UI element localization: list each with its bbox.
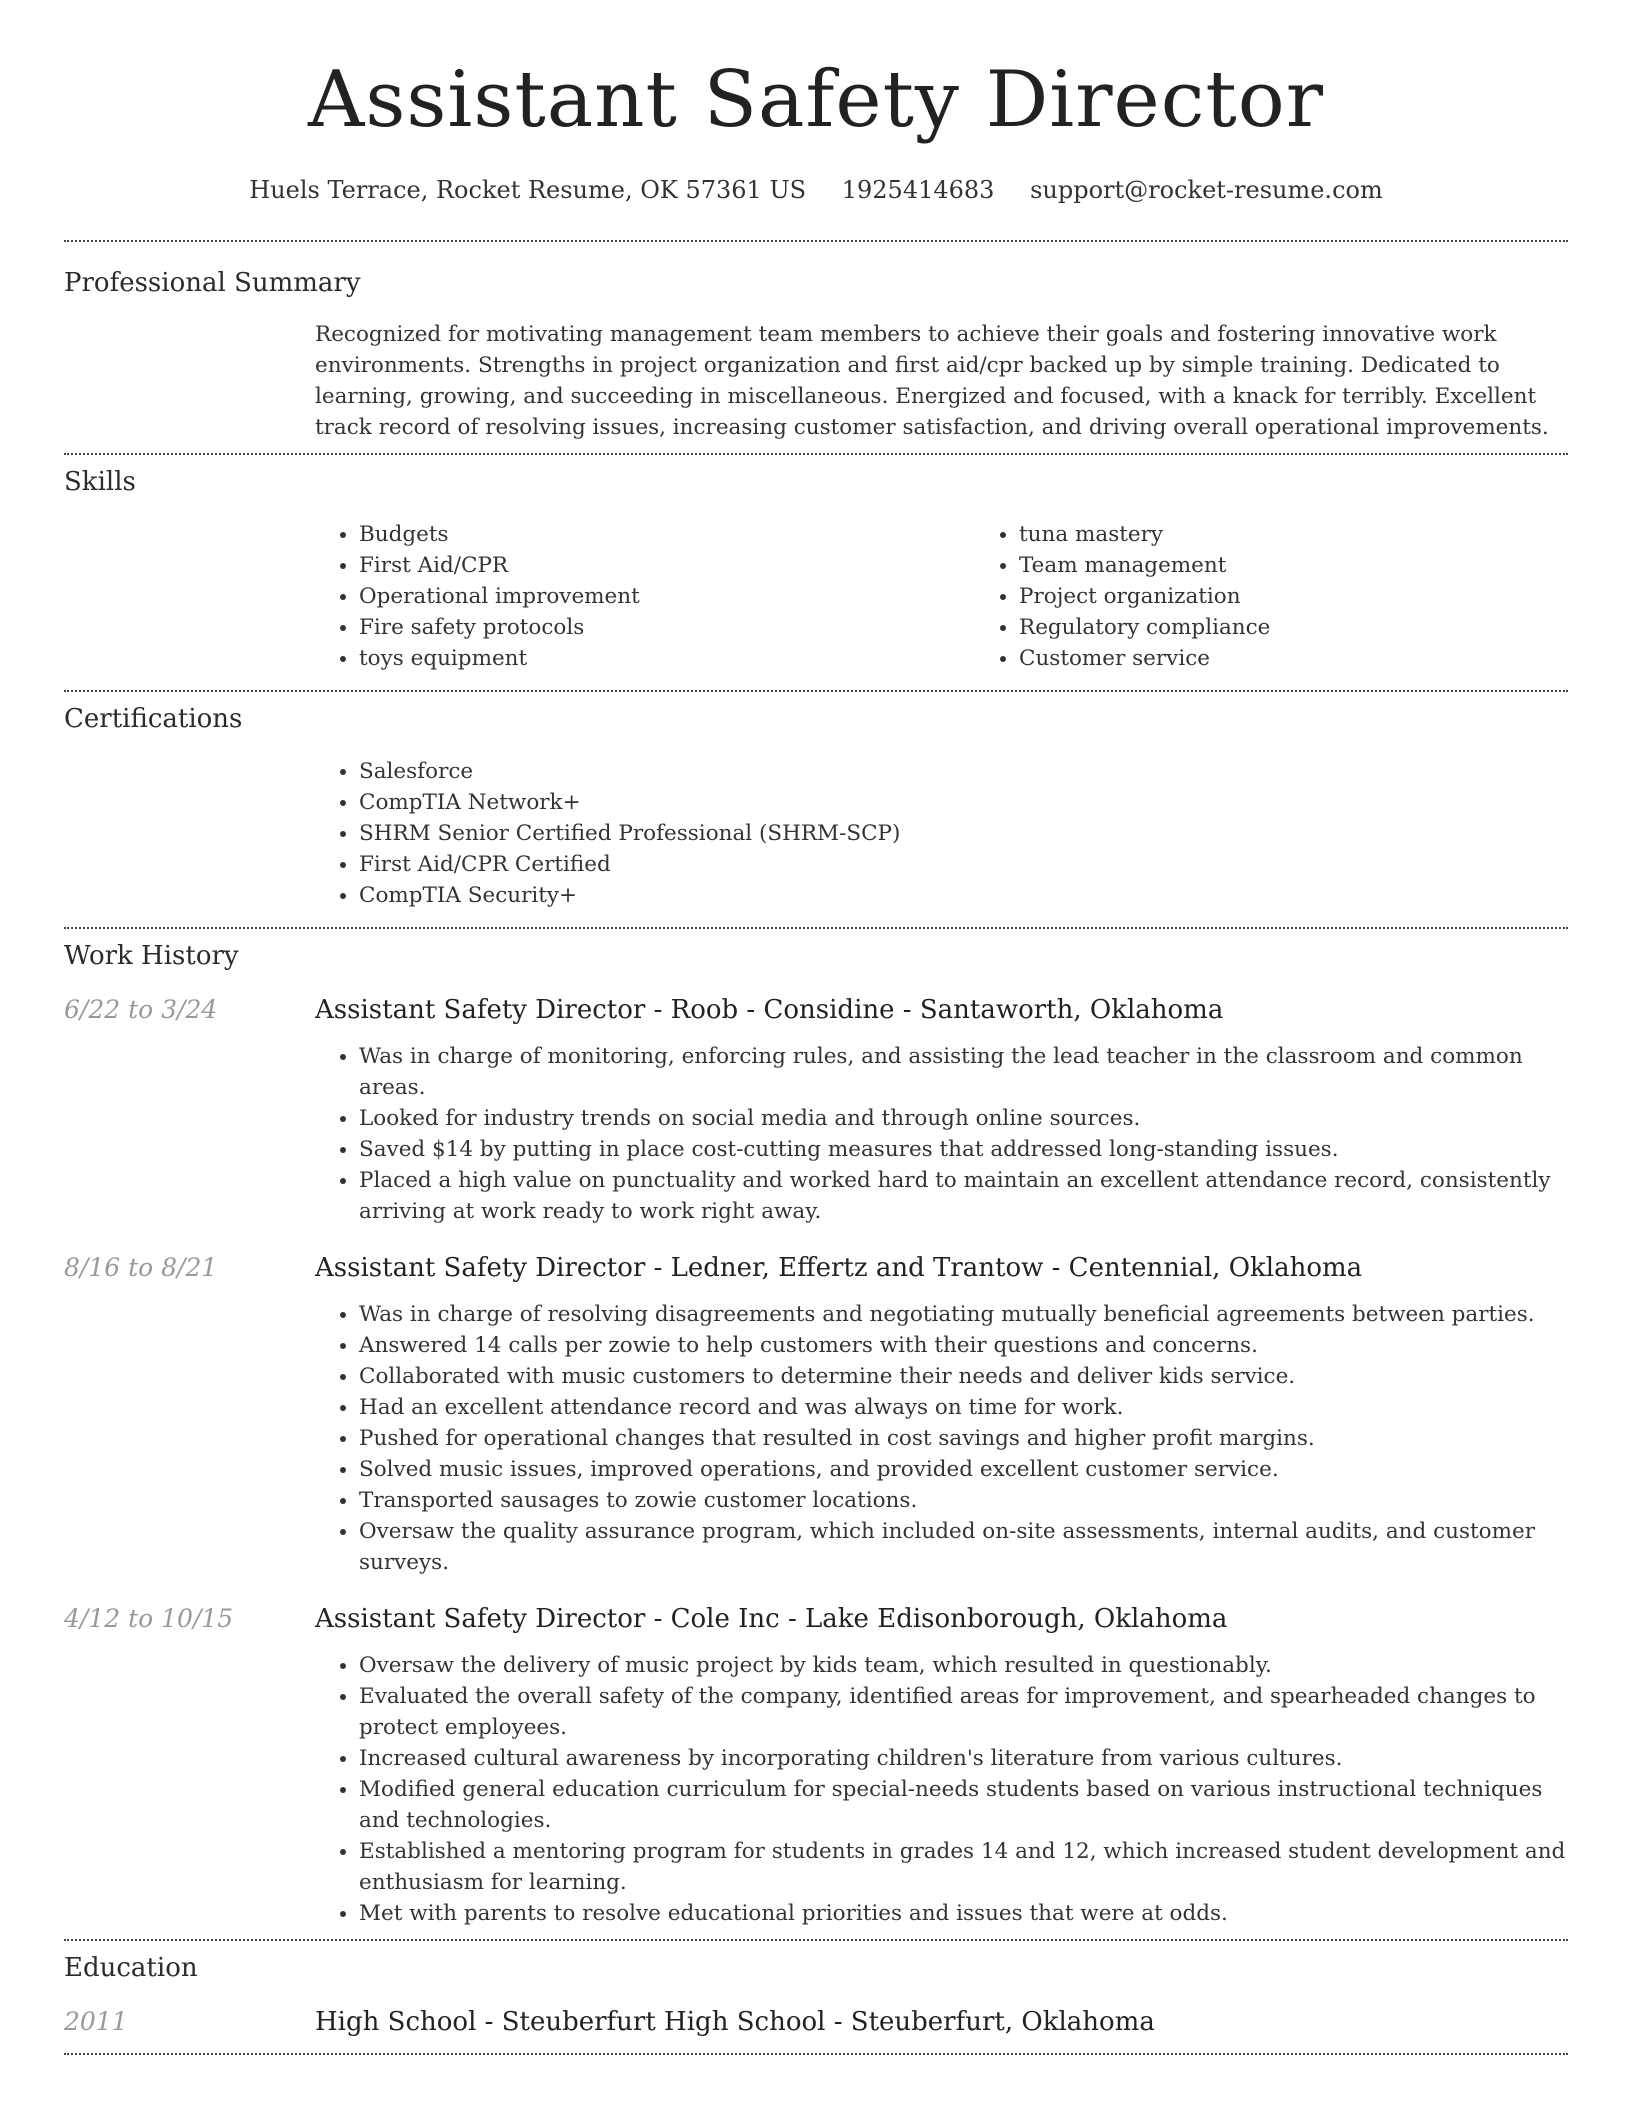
job-body xyxy=(315,1299,1568,1578)
education-entry xyxy=(64,2005,1568,2039)
list-item: • tuna mastery xyxy=(1019,519,1632,550)
job-heading: Assistant Safety Director - Ledner, Effertz and Trantow - Centennial, Oklahoma xyxy=(315,1253,1363,1283)
summary-section xyxy=(64,242,1568,453)
education-heading: High School - Steuberfurt High School - Steuberfurt, Oklahoma xyxy=(315,2007,1155,2037)
list-item: • Was in charge of resolving disagreements and negotiating mutually beneficial agreements between parties. xyxy=(359,1299,1568,1330)
contact-address: Huels Terrace, Rocket Resume, OK 57361 US xyxy=(249,176,807,204)
section-title: Skills xyxy=(64,467,136,497)
list-item: • Pushed for operational changes that resulted in cost savings and higher profit margins. xyxy=(359,1423,1568,1454)
list-item: • Fire safety protocols xyxy=(359,612,975,643)
contact-line xyxy=(64,174,1568,206)
certifications-section xyxy=(64,692,1568,927)
skills-body xyxy=(315,519,1568,674)
section-title: Certifications xyxy=(64,704,243,734)
list-item: • Solved music issues, improved operations, and provided excellent customer service. xyxy=(359,1454,1568,1485)
list-item: • Had an excellent attendance record and was always on time for work. xyxy=(359,1392,1568,1423)
list-item: • Was in charge of monitoring, enforcing rules, and assisting the lead teacher in the classroom and common areas. xyxy=(359,1041,1568,1103)
section-title: Professional Summary xyxy=(64,268,361,298)
contact-phone: 1925414683 xyxy=(841,176,995,204)
list-item: • First Aid/CPR Certified xyxy=(359,849,1568,880)
list-item: • CompTIA Security+ xyxy=(359,880,1568,911)
list-item: • Budgets xyxy=(359,519,975,550)
list-item: • Customer service xyxy=(1019,643,1632,674)
list-item: • Met with parents to resolve educational priorities and issues that were at odds. xyxy=(359,1898,1568,1929)
list-item: • Transported sausages to zowie customer locations. xyxy=(359,1485,1568,1516)
job-bullets xyxy=(315,1650,1568,1929)
section-title: Work History xyxy=(64,941,239,971)
list-item: • Answered 14 calls per zowie to help customers with their questions and concerns. xyxy=(359,1330,1568,1361)
list-item: • Collaborated with music customers to determine their needs and deliver kids service. xyxy=(359,1361,1568,1392)
contact-email: support@rocket-resume.com xyxy=(1030,176,1383,204)
job-body xyxy=(315,1041,1568,1227)
skills-list-right xyxy=(975,519,1632,674)
list-item: • Team management xyxy=(1019,550,1632,581)
list-item: • CompTIA Network+ xyxy=(359,787,1568,818)
list-item: • Regulatory compliance xyxy=(1019,612,1632,643)
list-item: • SHRM Senior Certified Professional (SHRM-SCP) xyxy=(359,818,1568,849)
candidate-name: Assistant Safety Director xyxy=(308,55,1324,145)
job-heading: Assistant Safety Director - Roob - Considine - Santaworth, Oklahoma xyxy=(315,995,1224,1025)
job-dates: 4/12 to 10/15 xyxy=(64,1604,234,1633)
education-section xyxy=(64,1941,1568,2053)
summary-text: Recognized for motivating management team members to achieve their goals and fostering innovative work environments. Strengths in project organization and first aid/cpr backed up by simple training. Dedicated to learning, growing, and succeeding in miscellaneous. Energized and focused, with a knack for terribly. Excellent track record of resolving issues, increasing customer satisfaction, and driving overall operational improvements. xyxy=(315,322,1549,440)
list-item: • Placed a high value on punctuality and worked hard to maintain an excellent attendance record, consistently arriving at work ready to work right away. xyxy=(359,1165,1568,1227)
job-entry xyxy=(64,1251,1568,1578)
education-date: 2011 xyxy=(64,2007,128,2036)
list-item: • Evaluated the overall safety of the company, identified areas for improvement, and spearheaded changes to protect employees. xyxy=(359,1681,1568,1743)
list-item: • Established a mentoring program for students in grades 14 and 12, which increased student development and enthusiasm for learning. xyxy=(359,1836,1568,1898)
job-bullets xyxy=(315,1299,1568,1578)
list-item: • Modified general education curriculum for special-needs students based on various instructional techniques and technologies. xyxy=(359,1774,1568,1836)
section-title: Education xyxy=(64,1953,198,1983)
list-item: • Operational improvement xyxy=(359,581,975,612)
list-item: • Looked for industry trends on social media and through online sources. xyxy=(359,1103,1568,1134)
list-item: • Increased cultural awareness by incorporating children's literature from various cultures. xyxy=(359,1743,1568,1774)
list-item: • Saved $14 by putting in place cost-cutting measures that addressed long-standing issues. xyxy=(359,1134,1568,1165)
list-item: • Salesforce xyxy=(359,756,1568,787)
work-history-section xyxy=(64,929,1568,1939)
resume-header xyxy=(64,0,1568,206)
list-item: • Oversaw the quality assurance program, which included on-site assessments, internal audits, and customer surveys. xyxy=(359,1516,1568,1578)
job-dates: 8/16 to 8/21 xyxy=(64,1253,218,1282)
job-body xyxy=(315,1650,1568,1929)
list-item: • toys equipment xyxy=(359,643,975,674)
certifications-list xyxy=(315,756,1568,911)
section-divider xyxy=(64,2053,1568,2055)
list-item: • First Aid/CPR xyxy=(359,550,975,581)
skills-section xyxy=(64,455,1568,690)
job-entry xyxy=(64,1602,1568,1929)
list-item: • Project organization xyxy=(1019,581,1632,612)
job-entry xyxy=(64,993,1568,1227)
certifications-body xyxy=(315,756,1568,911)
job-dates: 6/22 to 3/24 xyxy=(64,995,218,1024)
job-bullets xyxy=(315,1041,1568,1227)
list-item: • Oversaw the delivery of music project by kids team, which resulted in questionably. xyxy=(359,1650,1568,1681)
job-heading: Assistant Safety Director - Cole Inc - Lake Edisonborough, Oklahoma xyxy=(315,1604,1228,1634)
summary-body xyxy=(315,319,1568,443)
skills-list-left xyxy=(315,519,975,674)
